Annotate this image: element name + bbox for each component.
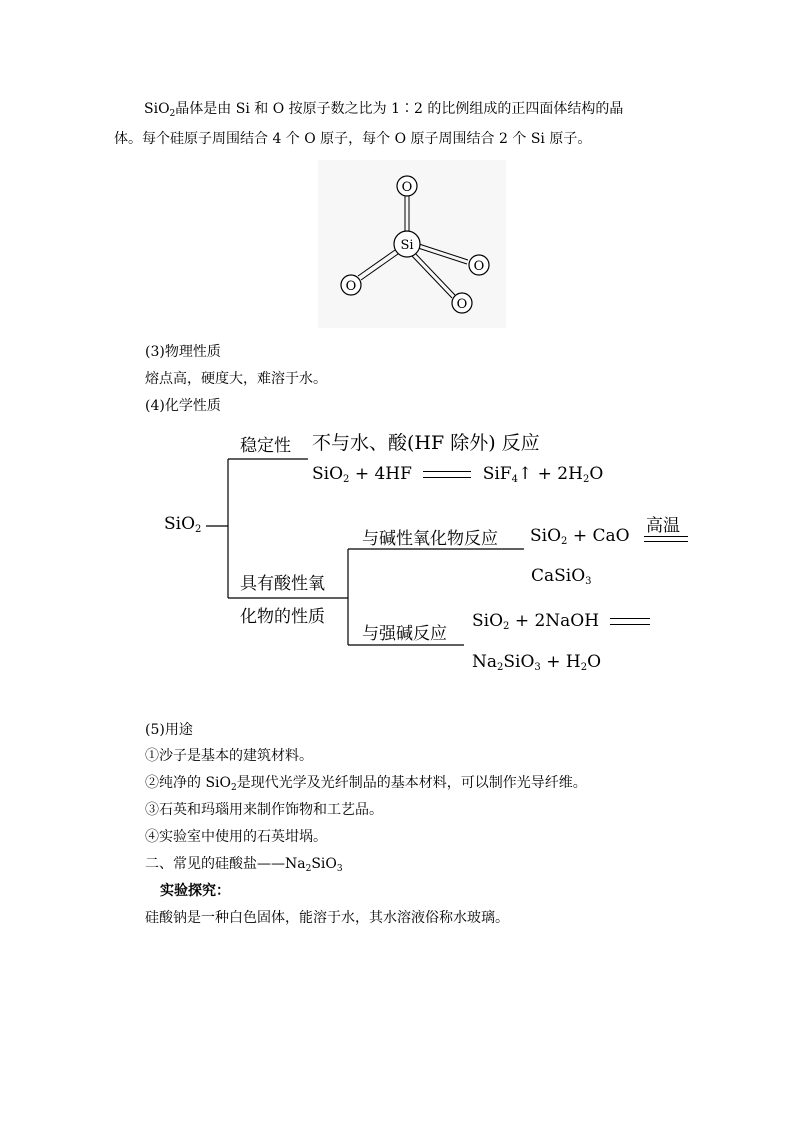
use-item-2-sub: 2 (231, 783, 237, 793)
intro-line2: 体。每个硅原子周围结合 4 个 O 原子，每个 O 原子周围结合 2 个 Si 原子。 (114, 131, 592, 147)
cao-product-sub: 3 (585, 576, 592, 587)
intro-sio2: SiO (144, 101, 170, 117)
silicate-heading-prefix: 二、常见的硅酸盐——Na (145, 856, 306, 872)
use-item-4: ④实验室中使用的石英坩埚。 (145, 829, 327, 845)
gas-arrow-icon: ↑ (517, 464, 533, 484)
hf-product-2: + 2H (537, 464, 583, 484)
naoh-product-1-sub: 2 (497, 662, 504, 673)
naoh-product-1-sub2: 3 (534, 662, 541, 673)
naoh-product-2-sub: 2 (580, 662, 588, 673)
silicate-heading-sub1: 2 (305, 864, 312, 874)
stability-label: 稳定性 (240, 436, 291, 456)
chemical-heading: (4)化学性质 (145, 398, 221, 414)
hf-equation (312, 464, 603, 485)
naoh-product-2-end: O (587, 652, 601, 672)
cao-product-formula: CaSiO (531, 566, 586, 586)
naoh-equation (472, 611, 656, 632)
silicate-heading (145, 854, 343, 879)
physical-heading: (3)物理性质 (145, 344, 221, 360)
cao-equals-sign (644, 536, 688, 542)
svg-text:O: O (456, 297, 468, 312)
silicate-heading-sub2: 3 (336, 864, 343, 874)
silicate-heading-mid: SiO (311, 856, 337, 872)
acidic-label-2: 化物的性质 (240, 607, 325, 627)
naoh-reagent: + 2NaOH (514, 611, 600, 631)
equals-sign (423, 471, 471, 478)
root-formula: SiO (164, 514, 196, 534)
physical-text: 熔点高，硬度大，难溶于水。 (145, 371, 327, 387)
naoh-products (472, 652, 601, 673)
stability-text: 不与水、酸(HF 除外) 反应 (312, 432, 540, 454)
strong-base-label: 与强碱反应 (362, 624, 447, 644)
cao-left: SiO (530, 526, 562, 546)
diagram-root (164, 514, 201, 535)
use-item-2 (145, 773, 587, 798)
use-item-2-rest: 是现代光学及光纤制品的基本材料，可以制作光导纤维。 (236, 775, 587, 791)
svg-text:O: O (473, 259, 485, 274)
cao-equation (530, 526, 630, 547)
hf-left-sub: 2 (343, 474, 350, 485)
naoh-product-1-mid: SiO (503, 652, 535, 672)
use-item-1: ①沙子是基本的建筑材料。 (145, 748, 313, 764)
acidic-label-1: 具有酸性氧 (240, 574, 325, 594)
hf-product-1-sub: 4 (511, 474, 518, 485)
naoh-left-sub: 2 (503, 621, 510, 632)
intro-line1: 晶体是由 Si 和 O 按原子数之比为 1∶2 的比例组成的正四面体结构的晶 (175, 101, 624, 117)
cao-reagent: + CaO (572, 526, 630, 546)
hf-left: SiO (312, 464, 344, 484)
naoh-product-2: + H (546, 652, 581, 672)
naoh-equals-sign (610, 618, 650, 625)
intro-sio2-sub: 2 (169, 109, 176, 119)
cao-left-sub: 2 (561, 536, 568, 547)
svg-text:O: O (345, 279, 357, 294)
hf-reagent: + 4HF (354, 464, 412, 484)
cao-condition: 高温 (646, 516, 680, 536)
sodium-silicate-text: 硅酸钠是一种白色固体，能溶于水，其水溶液俗称水玻璃。 (145, 910, 509, 926)
naoh-left: SiO (472, 611, 504, 631)
cao-product (531, 566, 592, 587)
basic-oxide-label: 与碱性氧化物反应 (362, 529, 498, 549)
svg-text:O: O (401, 180, 413, 195)
experiment-label: 实验探究： (160, 883, 230, 899)
hf-product-2-end: O (589, 464, 604, 484)
svg-text:Si: Si (400, 238, 414, 253)
use-item-2-prefix: ②纯净的 SiO (145, 775, 231, 791)
root-formula-sub: 2 (195, 524, 202, 535)
hf-product-2-sub: 2 (582, 474, 590, 485)
hf-product-1: SiF (482, 464, 512, 484)
use-item-3: ③石英和玛瑙用来制作饰物和工艺品。 (145, 802, 383, 818)
naoh-product-1: Na (472, 652, 498, 672)
uses-heading: (5)用途 (145, 722, 193, 738)
